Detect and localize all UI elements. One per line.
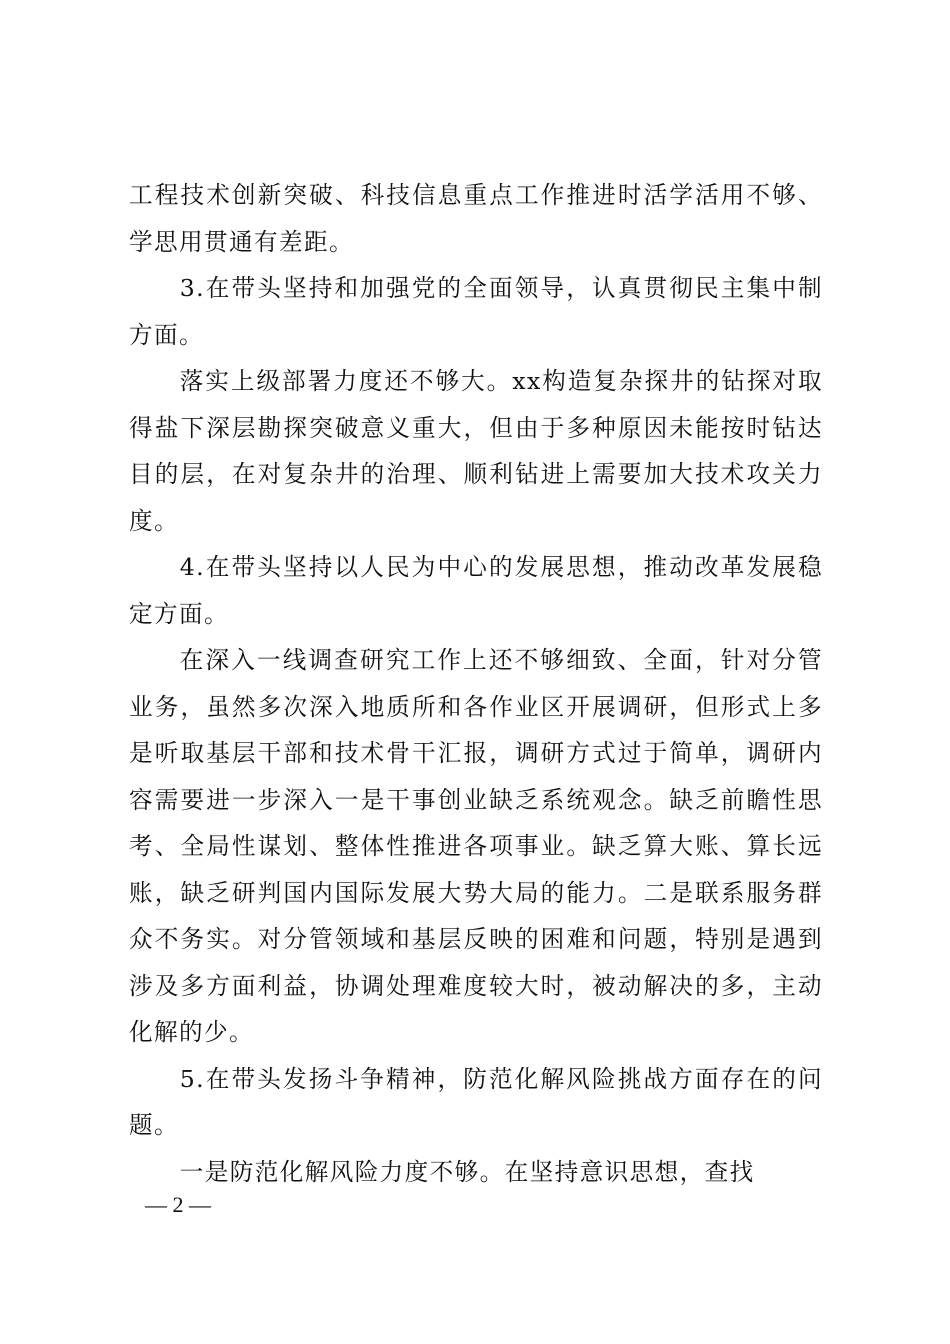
document-body — [129, 172, 823, 1195]
paragraph-heading-3: 3.在带头坚持和加强党的全面领导，认真贯彻民主集中制方面。 — [129, 274, 823, 349]
paragraph-continuation: 工程技术创新突破、科技信息重点工作推进时活学活用不够、学思用贯通有差距。 — [129, 181, 823, 256]
paragraph-heading-5: 5.在带头发扬斗争精神，防范化解风险挑战方面存在的问题。 — [129, 1064, 823, 1139]
paragraph-body: 一是防范化解风险力度不够。在坚持意识思想，查找 — [179, 1157, 755, 1186]
paragraph-body: 在深入一线调查研究工作上还不够细致、全面，针对分管业务，虽然多次深入地质所和各作业区开展调研，但形式上多是听取基层干部和技术骨干汇报，调研方式过于简单，调研内容需要进一步深入一是干事创业缺乏系统观念。缺乏前瞻性思考、全局性谋划、整体性推进各项事业。缺乏算大账、算长远账，缺乏研判国内国际发展大势大局的能力。二是联系服务群众不务实。对分管领域和基层反映的困难和问题，特别是遇到涉及多方面利益，协调处理难度较大时，被动解决的多，主动化解的少。 — [129, 646, 823, 1046]
paragraph-heading-4: 4.在带头坚持以人民为中心的发展思想，推动改革发展稳定方面。 — [129, 553, 823, 628]
page-number: — 2 — — [145, 1192, 211, 1217]
paragraph-body: 落实上级部署力度还不够大。xx构造复杂探井的钻探对取得盐下深层勘探突破意义重大，但由于多种原因未能按时钻达目的层，在对复杂井的治理、顺利钻进上需要加大技术攻关力度。 — [129, 367, 823, 535]
